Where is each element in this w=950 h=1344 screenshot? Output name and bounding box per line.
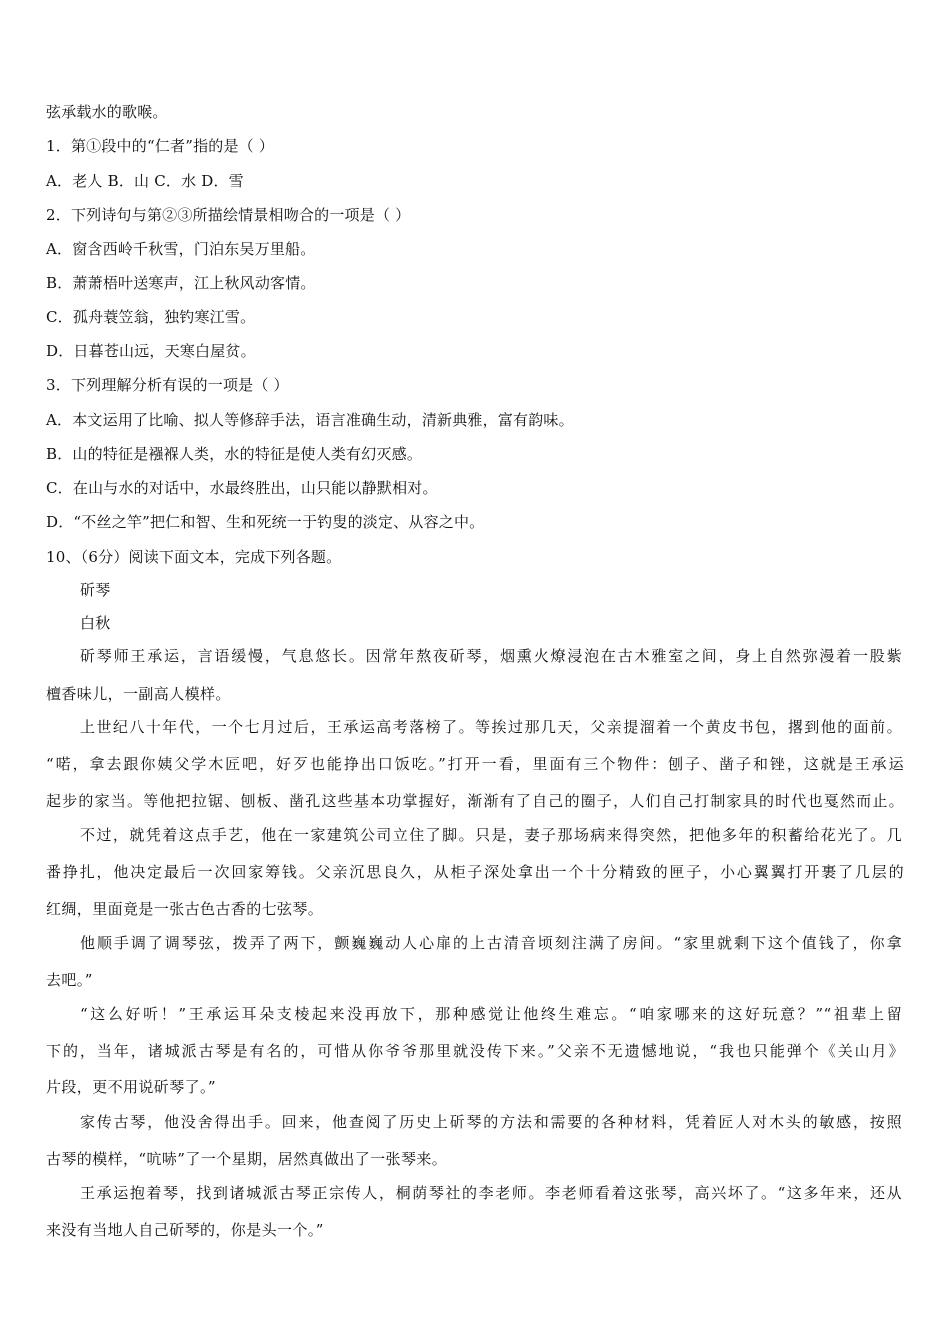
paragraph-3-line-3: 红绸，里面竟是一张古色古香的七弦琴。 xyxy=(46,900,324,918)
paragraph-2-line-3: 起步的家当。等他把拉锯、刨板、凿孔这些基本功掌握好，渐渐有了自己的圈子，人们自己打制家具的时代也戛然而止。 xyxy=(46,792,904,810)
question-3-option-d: D．“不丝之竿”把仁和智、生和死统一于钓叟的淡定、从容之中。 xyxy=(46,513,485,531)
question-1-options: A．老人 B．山 C．水 D．雪 xyxy=(46,172,244,190)
passage-continuation: 弦承载水的歌喉。 xyxy=(46,103,168,121)
question-2-option-b: B．萧萧梧叶送寒声，江上秋风动客情。 xyxy=(46,274,316,292)
paragraph-7-line-2: 来没有当地人自己斫琴的，你是头一个。” xyxy=(46,1221,324,1239)
paragraph-7-line-1: 王承运抱着琴，找到诸城派古琴正宗传人，桐荫琴社的李老师。李老师看着这张琴，高兴坏了。“这多年来，还从 xyxy=(80,1184,902,1202)
paragraph-6-line-1: 家传古琴，他没舍得出手。回来，他查阅了历史上斫琴的方法和需要的各种材料，凭着匠人对木头的敏感，按照 xyxy=(80,1113,902,1131)
paragraph-2-line-1: 上世纪八十年代，一个七月过后，王承运高考落榜了。等挨过那几天，父亲提溜着一个黄皮书包，撂到他的面前。 xyxy=(80,718,902,736)
paragraph-3-line-1: 不过，就凭着这点手艺，他在一家建筑公司立住了脚。只是，妻子那场病来得突然，把他多年的积蓄给花光了。几 xyxy=(80,826,902,844)
paragraph-5-line-2: 下的，当年，诸城派古琴是有名的，可惜从你爷爷那里就没传下来。”父亲不无遗憾地说，“我也只能弹个《关山月》 xyxy=(46,1042,904,1060)
question-1-stem: 1．第①段中的“仁者”指的是（ ） xyxy=(46,137,275,155)
question-2-stem: 2．下列诗句与第②③所描绘情景相吻合的一项是（ ） xyxy=(46,206,411,224)
paragraph-5-line-3: 片段，更不用说斫琴了。” xyxy=(46,1078,216,1096)
question-2-option-c: C．孤舟蓑笠翁，独钓寒江雪。 xyxy=(46,308,256,326)
question-3-option-a: A．本文运用了比喻、拟人等修辞手法，语言准确生动，清新典雅，富有韵味。 xyxy=(46,411,574,429)
paragraph-4-line-2: 去吧。” xyxy=(46,971,93,989)
question-3-option-c: C．在山与水的对话中，水最终胜出，山只能以静默相对。 xyxy=(46,479,438,497)
paragraph-1-line-1: 斫琴师王承运，言语缓慢，气息悠长。因常年熬夜斫琴，烟熏火燎浸泡在古木雅室之间，身上自然弥漫着一股紫 xyxy=(80,647,902,665)
question-10-heading: 10、（6分）阅读下面文本，完成下列各题。 xyxy=(46,548,342,566)
paragraph-1-line-2: 檀香味儿，一副高人模样。 xyxy=(46,685,231,703)
article-author: 白秋 xyxy=(80,614,111,632)
question-3-option-b: B．山的特征是襁褓人类，水的特征是使人类有幻灭感。 xyxy=(46,445,423,463)
paragraph-3-line-2: 番挣扎，他决定最后一次回家筹钱。父亲沉思良久，从柜子深处拿出一个十分精致的匣子，小心翼翼打开裹了几层的 xyxy=(46,863,904,881)
paragraph-2-line-2: “喏，拿去跟你姨父学木匠吧，好歹也能挣出口饭吃。”打开一看，里面有三个物件：刨子、凿子和锉，这就是王承运 xyxy=(46,755,904,773)
paragraph-4-line-1: 他顺手调了调琴弦，拨弄了两下，颤巍巍动人心扉的上古清音顷刻注满了房间。“家里就剩下这个值钱了，你拿 xyxy=(80,934,902,952)
question-2-option-d: D．日暮苍山远，天寒白屋贫。 xyxy=(46,342,256,360)
paragraph-5-line-1: “这么好听！”王承运耳朵支棱起来没再放下，那种感觉让他终生难忘。“咱家哪来的这好玩意？”“祖辈上留 xyxy=(80,1005,902,1023)
question-3-stem: 3．下列理解分析有误的一项是（ ） xyxy=(46,376,289,394)
paragraph-6-line-2: 古琴的模样，“吭哧”了一个星期，居然真做出了一张琴来。 xyxy=(46,1150,448,1168)
article-title: 斫琴 xyxy=(80,581,111,599)
question-2-option-a: A．窗含西岭千秋雪，门泊东吴万里船。 xyxy=(46,240,316,258)
